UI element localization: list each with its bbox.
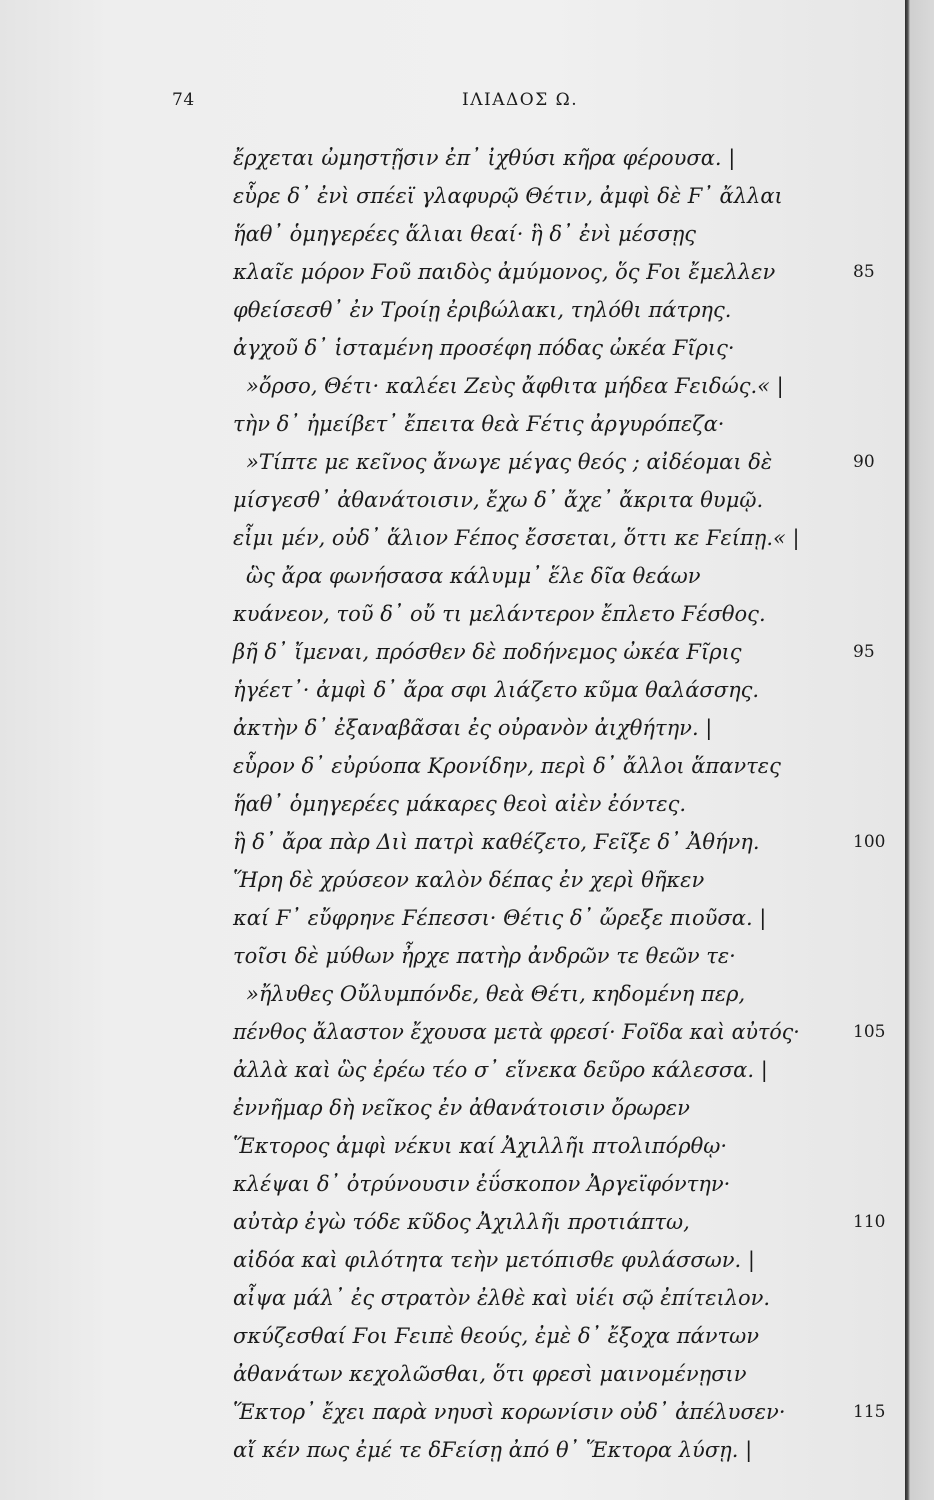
verse-line: »ὄρσο, Θέτι· καλέει Ζεὺς ἄφθιτα μήδεα Ϝειδώς.« | <box>246 374 784 398</box>
verse-line: τὴν δ᾽ ἠμείβετ᾽ ἔπειτα θεὰ Ϝέτις ἀργυρόπεζα· <box>233 412 725 436</box>
verse-line: ἀγχοῦ δ᾽ ἱσταμένη προσέφη πόδας ὠκέα Ϝῖρις· <box>233 336 735 360</box>
verse-line: ἀκτὴν δ᾽ ἐξαναβᾶσαι ἐς οὐρανὸν ἀιχθήτην. | <box>233 716 713 740</box>
verse-line: ὣς ἄρα φωνήσασα κάλυμμ᾽ ἕλε δῖα θεάων <box>246 564 701 588</box>
verse-line: ἣ δ᾽ ἄρα πὰρ Διὶ πατρὶ καθέζετο, Ϝεῖξε δ᾽ Ἀθήνη. <box>233 830 760 854</box>
line-number: 115 <box>853 1402 886 1422</box>
verse-line: κυάνεον, τοῦ δ᾽ οὔ τι μελάντερον ἔπλετο Ϝέσθος. <box>233 602 766 626</box>
verse-line: Ἥρη δὲ χρύσεον καλὸν δέπας ἐν χερὶ θῆκεν <box>233 868 705 892</box>
verse-line: ἀθανάτων κεχολῶσθαι, ὅτι φρεσὶ μαινομένῃσιν <box>233 1362 747 1386</box>
verse-line: ἐννῆμαρ δὴ νεῖκος ἐν ἀθανάτοισιν ὄρωρεν <box>233 1096 690 1120</box>
verse-line: βῆ δ᾽ ἴμεναι, πρόσθεν δὲ ποδήνεμος ὠκέα Ϝῖρις <box>233 640 742 664</box>
verse-line: αἴ κέν πως ἐμέ τε δϜείσῃ ἀπό θ᾽ Ἕκτορα λύσῃ. | <box>233 1438 753 1462</box>
verse-line: κλαῖε μόρον Ϝοῦ παιδὸς ἀμύμονος, ὅς Ϝοι ἔμελλεν <box>233 260 776 284</box>
verse-line: Ἕκτορ᾽ ἔχει παρὰ νηυσὶ κορωνίσιν οὐδ᾽ ἀπέλυσεν· <box>233 1400 786 1424</box>
verse-line: »Τίπτε με κεῖνος ἄνωγε μέγας θεός ; αἰδέομαι δὲ <box>246 450 773 474</box>
verse-line: σκύζεσθαί Ϝοι Ϝειπὲ θεούς, ἐμὲ δ᾽ ἔξοχα πάντων <box>233 1324 759 1348</box>
verse-line: ἥαθ᾽ ὁμηγερέες μάκαρες θεοὶ αἰὲν ἐόντες. <box>233 792 687 816</box>
line-number: 100 <box>853 832 886 852</box>
line-number: 95 <box>853 642 875 662</box>
verse-line: εὗρον δ᾽ εὐρύοπα Κρονίδην, περὶ δ᾽ ἄλλοι ἅπαντες <box>233 754 781 778</box>
verse-line: αἰδόα καὶ φιλότητα τεὴν μετόπισθε φυλάσσων. | <box>233 1248 755 1272</box>
verse-line: ἀλλὰ καὶ ὣς ἐρέω τέο σ᾽ εἵνεκα δεῦρο κάλεσσα. | <box>233 1058 768 1082</box>
verse-line: εἶμι μέν, οὐδ᾽ ἅλιον Ϝέπος ἔσσεται, ὅττι κε Ϝείπῃ.« | <box>233 526 800 550</box>
verse-line: μίσγεσθ᾽ ἀθανάτοισιν, ἔχω δ᾽ ἄχε᾽ ἄκριτα θυμῷ. <box>233 488 764 512</box>
page-edge-gutter <box>905 0 934 1500</box>
page-number: 74 <box>172 90 195 110</box>
verse-line: κλέψαι δ᾽ ὀτρύνουσιν ἐΰσκοπον Ἀργεϊφόντην· <box>233 1172 731 1196</box>
verse-line: αἶψα μάλ᾽ ἐς στρατὸν ἐλθὲ καὶ υἱέι σῷ ἐπίτειλον. <box>233 1286 771 1310</box>
verse-line: ἡγέετ᾽· ἀμφὶ δ᾽ ἄρα σφι λιάζετο κῦμα θαλάσσης. <box>233 678 760 702</box>
line-number: 110 <box>853 1212 886 1232</box>
running-head: ΙΛΙΑΔΟΣ Ω. <box>462 90 579 110</box>
line-number: 105 <box>853 1022 886 1042</box>
line-number: 85 <box>853 262 875 282</box>
verse-line: τοῖσι δὲ μύθων ἦρχε πατὴρ ἀνδρῶν τε θεῶν τε· <box>233 944 736 968</box>
verse-line: ἥαθ᾽ ὁμηγερέες ἅλιαι θεαί· ἣ δ᾽ ἐνὶ μέσσῃς <box>233 222 697 246</box>
verse-line: φθείσεσθ᾽ ἐν Τροίῃ ἐριβώλακι, τηλόθι πάτρης. <box>233 298 732 322</box>
verse-line: καί Ϝ᾽ εὔφρηνε Ϝέπεσσι· Θέτις δ᾽ ὤρεξε πιοῦσα. | <box>233 906 767 930</box>
verse-line: πένθος ἄλαστον ἔχουσα μετὰ φρεσί· Ϝοῖδα καὶ αὐτός· <box>233 1020 800 1044</box>
verse-line: εὗρε δ᾽ ἐνὶ σπέεϊ γλαφυρῷ Θέτιν, ἀμφὶ δὲ Ϝ᾽ ἄλλαι <box>233 184 783 208</box>
verse-line: Ἕκτορος ἀμφὶ νέκυι καί Ἀχιλλῆι πτολιπόρθῳ· <box>233 1134 728 1158</box>
line-number: 90 <box>853 452 875 472</box>
verse-line: ἔρχεται ὠμηστῇσιν ἐπ᾽ ἰχθύσι κῆρα φέρουσα. | <box>233 146 736 170</box>
verse-line: »ἤλυθες Οὔλυμπόνδε, θεὰ Θέτι, κηδομένη περ, <box>246 982 746 1006</box>
verse-line: αὐτὰρ ἐγὼ τόδε κῦδος Ἀχιλλῆι προτιάπτω, <box>233 1210 690 1234</box>
